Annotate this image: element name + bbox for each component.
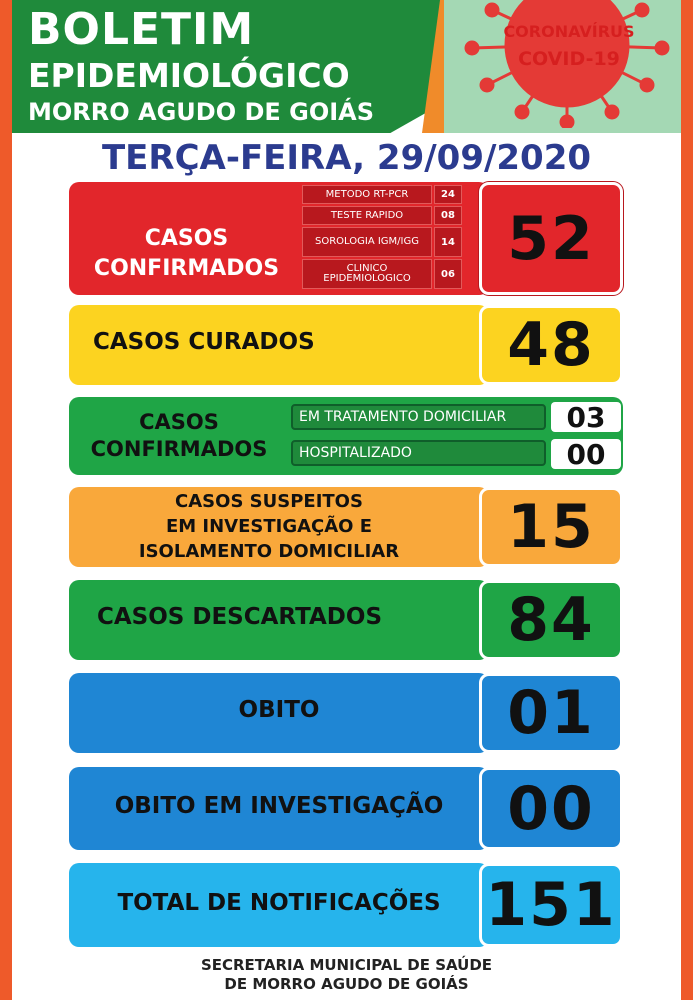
deaths-label: OBITO <box>238 697 320 723</box>
breakdown-row <box>302 259 462 289</box>
notifications-label: TOTAL DE NOTIFICAÇÕES <box>117 890 441 916</box>
row-cured <box>69 305 623 385</box>
confirmed-label-line2: CONFIRMADOS <box>93 256 280 281</box>
cured-label: CASOS CURADOS <box>93 329 315 355</box>
confirmed-value: 52 <box>479 182 623 295</box>
cured-value: 48 <box>479 305 623 385</box>
row-active <box>69 397 623 475</box>
confirmed-label <box>69 224 304 284</box>
title-municipality: MORRO AGUDO DE GOIÁS <box>28 98 375 126</box>
breakdown-value: 14 <box>434 227 462 257</box>
home-treatment-label: EM TRATAMENTO DOMICILIAR <box>291 404 546 430</box>
hospitalized-value: 00 <box>551 439 621 469</box>
suspected-label-line3: ISOLAMENTO DOMICILIAR <box>138 541 400 562</box>
row-suspected <box>69 487 623 567</box>
active-label <box>79 409 279 463</box>
suspected-value: 15 <box>479 487 623 567</box>
discarded-label: CASOS DESCARTADOS <box>97 604 383 630</box>
row-deaths <box>69 673 623 753</box>
breakdown-name: CLINICO EPIDEMIOLOGICO <box>302 259 432 289</box>
breakdown-row <box>302 227 462 257</box>
badge-coronavirus: CORONAVÍRUS <box>503 22 635 41</box>
deaths-investigation-value: 00 <box>479 767 623 850</box>
suspected-label-line1: CASOS SUSPEITOS <box>175 491 363 512</box>
breakdown-row <box>302 185 462 204</box>
active-label-line2: CONFIRMADOS <box>90 437 268 461</box>
active-label-line1: CASOS <box>139 410 219 434</box>
badge-covid19: COVID-19 <box>518 48 620 70</box>
report-date: TERÇA-FEIRA, 29/09/2020 <box>101 138 592 178</box>
title-boletim: BOLETIM <box>28 4 255 55</box>
hospitalized-label: HOSPITALIZADO <box>291 440 546 466</box>
title-epidemiologico: EPIDEMIOLÓGICO <box>28 56 350 95</box>
row-confirmed <box>69 182 623 295</box>
deaths-investigation-label: OBITO EM INVESTIGAÇÃO <box>114 793 444 819</box>
breakdown-value: 06 <box>434 259 462 289</box>
home-treatment-value: 03 <box>551 402 621 432</box>
row-notifications <box>69 863 623 947</box>
breakdown-row <box>302 206 462 225</box>
suspected-label <box>69 489 469 564</box>
bulletin-page <box>12 0 681 1000</box>
footer-line1: SECRETARIA MUNICIPAL DE SAÚDE <box>200 956 493 974</box>
deaths-value: 01 <box>479 673 623 753</box>
footer-credit <box>12 956 681 994</box>
notifications-value: 151 <box>479 863 623 947</box>
suspected-label-line2: EM INVESTIGAÇÃO E <box>165 516 373 537</box>
breakdown-value: 24 <box>434 185 462 204</box>
breakdown-value: 08 <box>434 206 462 225</box>
breakdown-name: METODO RT-PCR <box>302 185 432 204</box>
row-deaths-investigation <box>69 767 623 850</box>
confirmed-label-line1: CASOS <box>144 226 229 251</box>
breakdown-name: SOROLOGIA IGM/IGG <box>302 227 432 257</box>
row-discarded <box>69 580 623 660</box>
discarded-value: 84 <box>479 580 623 660</box>
footer-line2: DE MORRO AGUDO DE GOIÁS <box>224 975 469 993</box>
breakdown-name: TESTE RAPIDO <box>302 206 432 225</box>
